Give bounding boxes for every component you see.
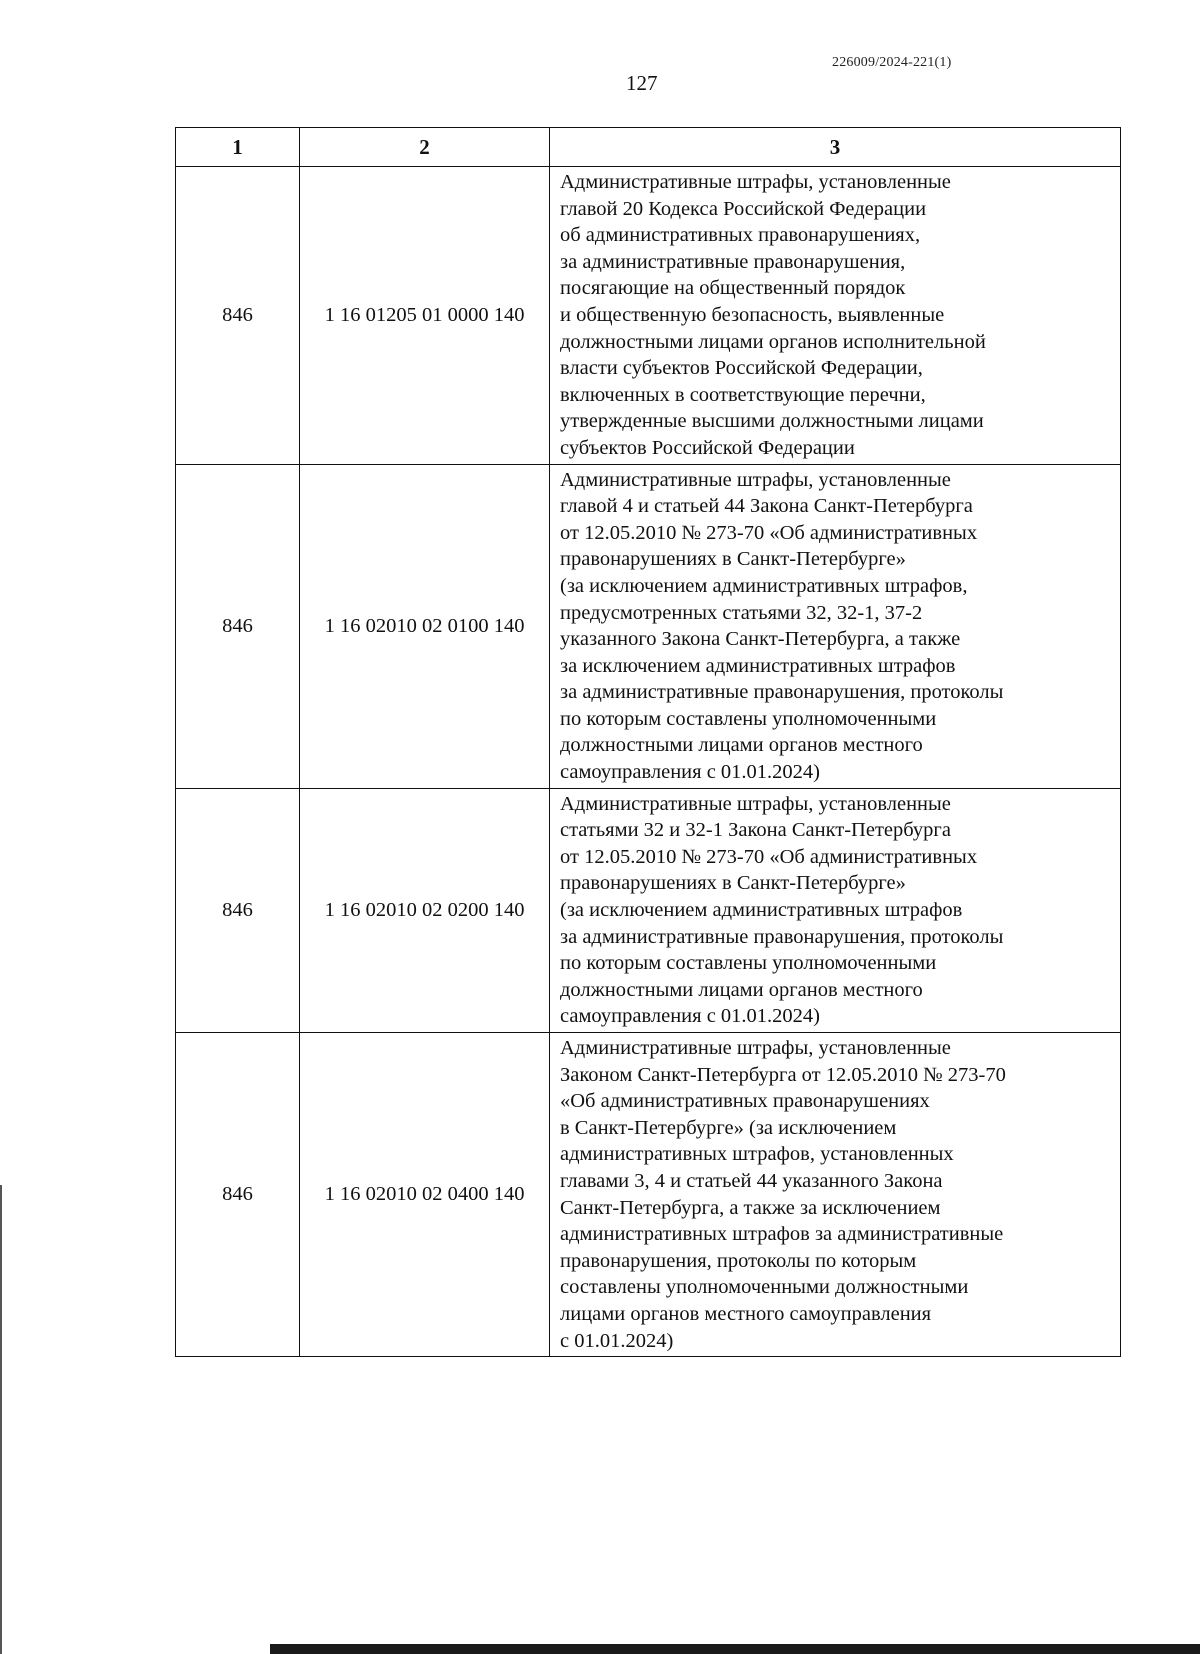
description-line: с 01.01.2024) xyxy=(560,1329,674,1352)
column-header-3: 3 xyxy=(550,128,1121,167)
description-line: в Санкт-Петербурге» (за исключением xyxy=(560,1116,897,1139)
description-line: и общественную безопасность, выявленные xyxy=(560,303,945,326)
description-line: административных штрафов, установленных xyxy=(560,1143,954,1166)
budget-classification-code-cell: 1 16 01205 01 0000 140 xyxy=(300,167,550,465)
description-line: включенных в соответствующие перечни, xyxy=(560,383,926,406)
budget-classification-code-cell: 1 16 02010 02 0400 140 xyxy=(300,1033,550,1357)
table-row xyxy=(176,464,1121,788)
revenue-description-cell xyxy=(550,167,1121,465)
budget-classification-code-cell: 1 16 02010 02 0200 140 xyxy=(300,788,550,1032)
administrator-code-cell: 846 xyxy=(176,1033,300,1357)
column-header-2: 2 xyxy=(300,128,550,167)
scan-bottom-edge xyxy=(270,1644,1200,1654)
description-line: главой 4 и статьей 44 Закона Санкт-Петербурга xyxy=(560,495,973,518)
revenue-codes-table xyxy=(175,127,1121,1357)
description-line: субъектов Российской Федерации xyxy=(560,436,855,459)
description-line: главами 3, 4 и статьей 44 указанного Закона xyxy=(560,1169,943,1192)
description-line: статьями 32 и 32-1 Закона Санкт-Петербурга xyxy=(560,819,951,842)
description-line: предусмотренных статьями 32, 32-1, 37-2 xyxy=(560,601,923,624)
description-line: правонарушениях в Санкт-Петербурге» xyxy=(560,872,906,895)
description-line: лицами органов местного самоуправления xyxy=(560,1302,932,1325)
description-line: за административные правонарушения, протоколы xyxy=(560,925,1004,948)
description-line: самоуправления с 01.01.2024) xyxy=(560,1005,820,1028)
description-line: за административные правонарушения, протоколы xyxy=(560,681,1004,704)
table-header-row xyxy=(176,128,1121,167)
description-line: Административные штрафы, установленные xyxy=(560,1037,951,1059)
table-body xyxy=(176,167,1121,1357)
table-row xyxy=(176,788,1121,1032)
administrator-code-cell: 846 xyxy=(176,167,300,465)
revenue-description-cell xyxy=(550,464,1121,788)
description-line: должностными лицами органов местного xyxy=(560,734,923,757)
administrator-code-cell: 846 xyxy=(176,788,300,1032)
description-line: Административные штрафы, установленные xyxy=(560,792,951,815)
administrator-code-cell: 846 xyxy=(176,464,300,788)
description-line: об административных правонарушениях, xyxy=(560,224,921,247)
column-header-1: 1 xyxy=(176,128,300,167)
description-line: должностными лицами органов исполнительной xyxy=(560,330,986,353)
description-line: главой 20 Кодекса Российской Федерации xyxy=(560,197,927,220)
scan-left-edge xyxy=(0,1185,2,1654)
description-line: власти субъектов Российской Федерации, xyxy=(560,357,923,380)
description-line: Санкт-Петербурга, а также за исключением xyxy=(560,1196,941,1219)
description-line: от 12.05.2010 № 273-70 «Об административных xyxy=(560,521,978,544)
description-line: (за исключением административных штрафов, xyxy=(560,574,968,597)
description-line: правонарушениях в Санкт-Петербурге» xyxy=(560,548,906,571)
description-line: составлены уполномоченными должностными xyxy=(560,1276,969,1299)
description-line: по которым составлены уполномоченными xyxy=(560,952,937,975)
description-line: утвержденные высшими должностными лицами xyxy=(560,410,984,433)
revenue-description-cell xyxy=(550,1033,1121,1357)
table-row xyxy=(176,167,1121,465)
description-line: по которым составлены уполномоченными xyxy=(560,707,937,730)
table-row xyxy=(176,1033,1121,1357)
description-line: административных штрафов за административные xyxy=(560,1223,1004,1246)
document-id: 226009/2024-221(1) xyxy=(832,55,952,70)
description-line: Административные штрафы, установленные xyxy=(560,171,951,193)
budget-classification-code-cell: 1 16 02010 02 0100 140 xyxy=(300,464,550,788)
description-line: «Об административных правонарушениях xyxy=(560,1090,930,1113)
description-line: Административные штрафы, установленные xyxy=(560,468,951,491)
page-number: 127 xyxy=(626,71,658,95)
description-line: должностными лицами органов местного xyxy=(560,978,923,1001)
description-line: Законом Санкт-Петербурга от 12.05.2010 № 273-70 xyxy=(560,1063,1006,1086)
description-line: правонарушения, протоколы по которым xyxy=(560,1249,917,1272)
description-line: указанного Закона Санкт-Петербурга, а также xyxy=(560,628,961,651)
description-line: (за исключением административных штрафов xyxy=(560,899,963,922)
description-line: посягающие на общественный порядок xyxy=(560,277,906,300)
revenue-description-cell xyxy=(550,788,1121,1032)
description-line: от 12.05.2010 № 273-70 «Об административных xyxy=(560,845,978,868)
description-line: самоуправления с 01.01.2024) xyxy=(560,761,820,784)
description-line: за исключением административных штрафов xyxy=(560,654,956,677)
description-line: за административные правонарушения, xyxy=(560,250,906,273)
